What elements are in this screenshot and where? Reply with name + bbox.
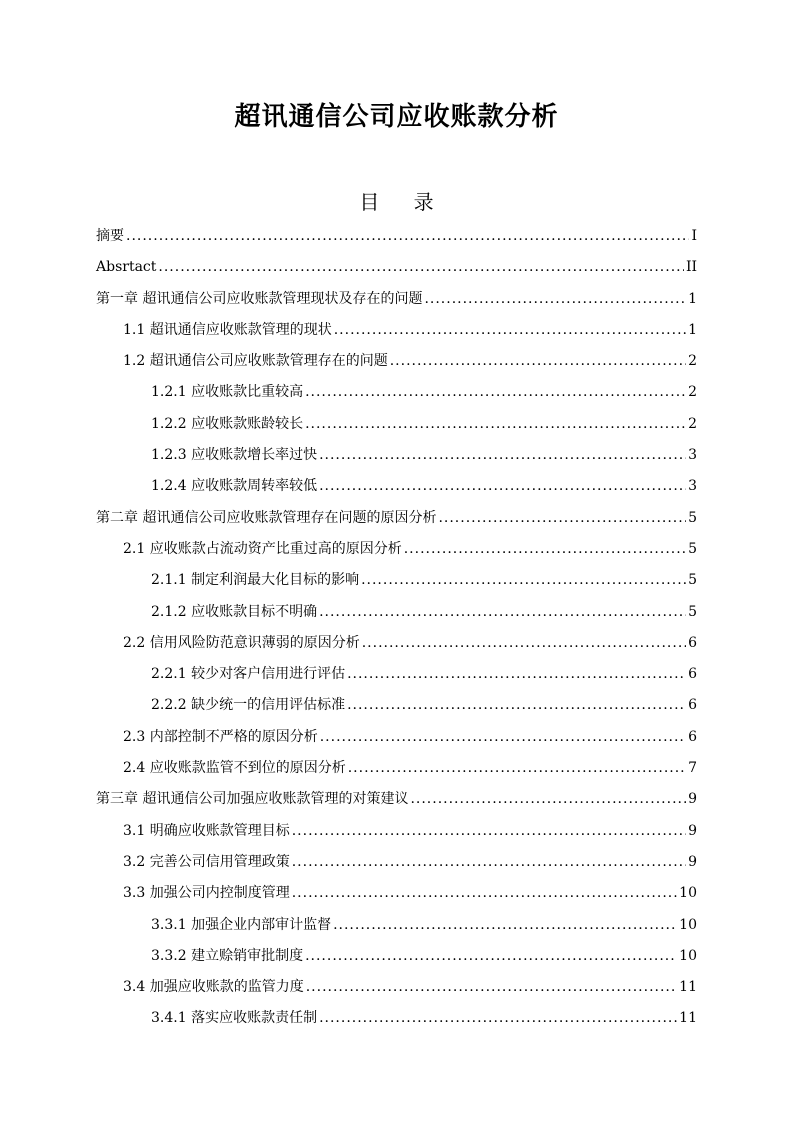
- toc-dot-leader: [320, 726, 686, 748]
- toc-dot-leader: [306, 976, 677, 998]
- toc-entry-page-number: 1: [688, 290, 697, 307]
- toc-entry-label: 2.1.1 制定利润最大化目标的影响: [151, 572, 360, 589]
- toc-entry-label: 2.1.2 应收账款目标不明确: [151, 603, 318, 620]
- toc-entry-label: 1.2.1 应收账款比重较高: [151, 384, 304, 401]
- toc-entry-label: 第二章 超讯通信公司应收账款管理存在问题的原因分析: [96, 509, 437, 526]
- toc-entry[interactable]: [96, 381, 697, 412]
- toc-entry[interactable]: [96, 945, 697, 976]
- toc-entry-label: 2.2.2 缺少统一的信用评估标准: [151, 697, 346, 714]
- document-title: 超讯通信公司应收账款分析: [234, 102, 559, 132]
- toc-entry-label: 1.2.2 应收账款账龄较长: [151, 415, 304, 432]
- toc-entry[interactable]: [96, 914, 697, 945]
- toc-entry-label: 3.3.1 加强企业内部审计监督: [151, 916, 332, 933]
- toc-entry-page-number: 6: [688, 728, 697, 745]
- toc-entry-label: 第一章 超讯通信公司应收账款管理现状及存在的问题: [96, 290, 423, 307]
- toc-entry-page-number: 9: [688, 822, 697, 839]
- toc-dot-leader: [305, 381, 686, 403]
- toc-dot-leader: [410, 788, 686, 810]
- toc-entry-label: 3.3 加强公司内控制度管理: [123, 885, 290, 902]
- toc-dot-leader: [347, 694, 686, 716]
- toc-entry-page-number: 10: [679, 947, 697, 964]
- toc-entry-label: 1.1 超讯通信应收账款管理的现状: [123, 321, 332, 338]
- toc-entry-page-number: 2: [688, 384, 697, 401]
- toc-entry-label: 2.3 内部控制不严格的原因分析: [123, 728, 318, 745]
- toc-entry-page-number: II: [685, 259, 697, 276]
- toc-entry[interactable]: [96, 1007, 697, 1038]
- toc-dot-leader: [438, 507, 686, 529]
- toc-entry-page-number: 6: [688, 697, 697, 714]
- toc-dot-leader: [404, 538, 686, 560]
- toc-entry[interactable]: [96, 569, 697, 600]
- toc-dot-leader: [126, 225, 689, 247]
- toc-dot-leader: [319, 1007, 677, 1029]
- toc-entry[interactable]: [96, 444, 697, 475]
- toc-dot-leader: [348, 757, 686, 779]
- toc-entry[interactable]: [96, 882, 697, 913]
- toc-dot-leader: [362, 632, 686, 654]
- toc-entry-label: 2.2.1 较少对客户信用进行评估: [151, 666, 346, 683]
- toc-dot-leader: [292, 851, 686, 873]
- toc-dot-leader: [361, 569, 686, 591]
- toc-dot-leader: [347, 663, 686, 685]
- toc-dot-leader: [334, 319, 686, 341]
- toc-entry-page-number: 3: [688, 478, 697, 495]
- toc-entry[interactable]: [96, 694, 697, 725]
- toc-entry[interactable]: [96, 507, 697, 538]
- toc-entry[interactable]: [96, 350, 697, 381]
- toc-entry[interactable]: [96, 788, 697, 819]
- toc-entry-label: 1.2.4 应收账款周转率较低: [151, 478, 318, 495]
- toc-entry[interactable]: [96, 601, 697, 632]
- toc-entry-page-number: 10: [679, 885, 697, 902]
- toc-entry-page-number: 11: [679, 1010, 697, 1027]
- toc-entry[interactable]: [96, 726, 697, 757]
- toc-entry[interactable]: [96, 256, 697, 287]
- toc-entry-label: 3.4.1 落实应收账款责任制: [151, 1010, 318, 1027]
- toc-entry[interactable]: [96, 413, 697, 444]
- toc-dot-leader: [292, 882, 677, 904]
- toc-entry-page-number: 9: [688, 853, 697, 870]
- toc-entry[interactable]: [96, 225, 697, 256]
- toc-entry-page-number: 5: [688, 572, 697, 589]
- toc-entry-page-number: 10: [679, 916, 697, 933]
- toc-entry-page-number: 7: [688, 760, 697, 777]
- toc-entry-page-number: 5: [688, 540, 697, 557]
- toc-entry-page-number: 6: [688, 666, 697, 683]
- toc-entry-label: 3.3.2 建立赊销审批制度: [151, 947, 304, 964]
- toc-entry-label: 3.4 加强应收账款的监管力度: [123, 979, 304, 996]
- toc-entry[interactable]: [96, 976, 697, 1007]
- toc-entry-label: 摘要: [96, 228, 124, 244]
- toc-entry-page-number: 5: [688, 603, 697, 620]
- toc-entry-page-number: 9: [688, 791, 697, 808]
- toc-dot-leader: [319, 475, 686, 497]
- toc-entry-page-number: 6: [688, 634, 697, 651]
- toc-entry[interactable]: [96, 538, 697, 569]
- toc-entry-label: 第三章 超讯通信公司加强应收账款管理的对策建议: [96, 791, 409, 808]
- toc-entry-page-number: 11: [679, 979, 697, 996]
- toc-entry-label: 2.4 应收账款监管不到位的原因分析: [123, 760, 346, 777]
- toc-entry[interactable]: [96, 632, 697, 663]
- toc-entry[interactable]: [96, 663, 697, 694]
- toc-dot-leader: [305, 413, 686, 435]
- toc-entry[interactable]: [96, 319, 697, 350]
- toc-entry-page-number: 2: [688, 415, 697, 432]
- toc-dot-leader: [292, 820, 686, 842]
- toc-entry[interactable]: [96, 288, 697, 319]
- toc-dot-leader: [305, 945, 677, 967]
- toc-entry-page-number: 2: [688, 353, 697, 370]
- toc-dot-leader: [424, 288, 686, 310]
- toc-entry-page-number: 5: [688, 509, 697, 526]
- toc-entry-label: Absrtact: [96, 259, 157, 276]
- toc-dot-leader: [319, 601, 686, 623]
- toc-dot-leader: [158, 256, 684, 278]
- toc-entry-label: 3.1 明确应收账款管理目标: [123, 822, 290, 839]
- toc-entry-label: 3.2 完善公司信用管理政策: [123, 853, 290, 870]
- toc-entry-label: 2.2 信用风险防范意识薄弱的原因分析: [123, 634, 360, 651]
- table-of-contents: [96, 225, 697, 1039]
- toc-entry[interactable]: [96, 757, 697, 788]
- toc-entry-label: 1.2 超讯通信公司应收账款管理存在的问题: [123, 353, 388, 370]
- toc-entry[interactable]: [96, 820, 697, 851]
- toc-dot-leader: [333, 914, 677, 936]
- toc-entry-page-number: 1: [688, 321, 697, 338]
- toc-entry-label: 1.2.3 应收账款增长率过快: [151, 447, 318, 464]
- toc-entry-page-number: I: [691, 228, 697, 244]
- toc-entry-page-number: 3: [688, 447, 697, 464]
- toc-dot-leader: [390, 350, 686, 372]
- toc-dot-leader: [319, 444, 686, 466]
- toc-heading: 目 录: [359, 190, 448, 214]
- toc-entry[interactable]: [96, 851, 697, 882]
- toc-entry[interactable]: [96, 475, 697, 506]
- toc-entry-label: 2.1 应收账款占流动资产比重过高的原因分析: [123, 540, 402, 557]
